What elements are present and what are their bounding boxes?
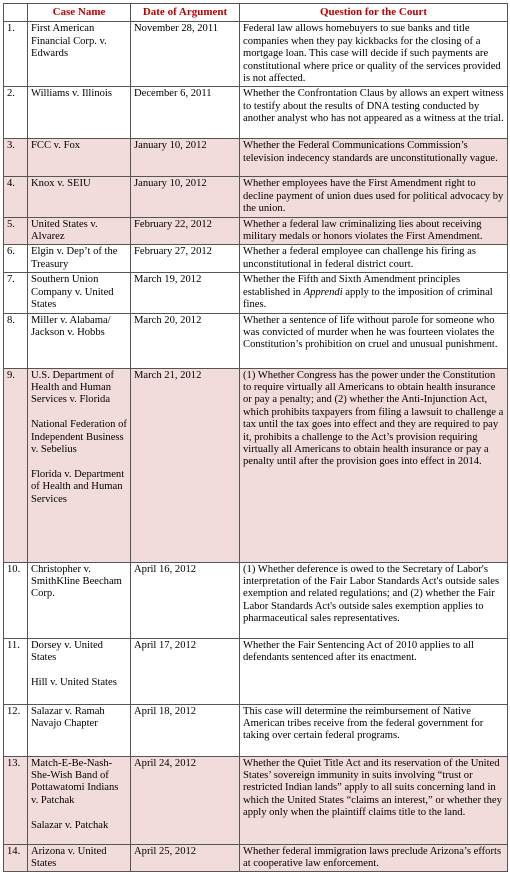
- table-row: [4, 273, 508, 313]
- question-text: Whether the Fifth and Sixth Amendment principles established in: [243, 274, 461, 298]
- case-number: 3.: [4, 139, 28, 177]
- case-name-part: Elgin v. Dep’t of the Treasury: [31, 246, 118, 270]
- date-of-argument: April 24, 2012: [131, 756, 240, 844]
- question-text: (1) Whether Congress has the power under the Constitution to require virtually all Americans to obtain health insurance or pay a penalty; and (2) whether the Anti-Injunction Act, which prohibits taxpayers from filing a lawsuit to challenge a tax until the tax goes into effect and they are required to pay it, prohibits a challenge to the Act’s provision requiring virtually all Americans to obtain health insurance or pay a penalty until after the provision goes into effect in 2014.: [243, 369, 504, 468]
- case-number: 14.: [4, 844, 28, 872]
- case-number: 5.: [4, 217, 28, 245]
- case-name-part: Southern Union Company v. United States: [31, 274, 114, 311]
- case-name: [28, 22, 131, 87]
- case-name-part: Florida v. Department of Health and Human Services: [31, 468, 125, 505]
- case-name-part: United States v. Alvarez: [31, 218, 98, 243]
- table-row: [4, 22, 508, 87]
- date-of-argument: November 28, 2011: [131, 22, 240, 87]
- question-for-the-court: [240, 368, 508, 562]
- case-number: 4.: [4, 177, 28, 217]
- question-text: Whether a federal employee can challenge his firing as unconstitutional in federal district court.: [243, 246, 476, 270]
- case-number: 11.: [4, 638, 28, 704]
- question-text: Whether employees have the First Amendment right to decline payment of union dues used for political advocacy by the union.: [243, 178, 504, 215]
- question-text: Whether the Quiet Title Act and its reservation of the United States’ sovereign immunity in suits involving “trust or restricted Indian lands” apply to all suits concerning land in which the United States “claims an interest,” or whether they apply only when the plaintiff claims title to the land.: [243, 757, 502, 819]
- question-text: Federal law allows homebuyers to sue banks and title companies when they pay kickbacks for the closing of a mortgage loan. This case will decide if such payments are constitutional where price or quality of the services provided is not affected.: [243, 23, 501, 85]
- question-for-the-court: [240, 273, 508, 313]
- case-name-part: Arizona v. United States: [31, 845, 107, 869]
- case-number: 2.: [4, 87, 28, 139]
- table-row: [4, 756, 508, 844]
- case-name: [28, 704, 131, 756]
- case-number: 9.: [4, 368, 28, 562]
- supreme-court-cases-table: [3, 3, 508, 872]
- question-for-the-court: [240, 638, 508, 704]
- date-of-argument: February 27, 2012: [131, 245, 240, 273]
- case-name: [28, 139, 131, 177]
- question-text: Whether the Fair Sentencing Act of 2010 applies to all defendants sentenced after its enactment.: [243, 639, 474, 663]
- table-row: [4, 177, 508, 217]
- case-name: [28, 273, 131, 313]
- date-of-argument: April 18, 2012: [131, 704, 240, 756]
- case-name-part: Knox v. SEIU: [31, 178, 91, 190]
- table-row: [4, 844, 508, 872]
- case-name: [28, 217, 131, 245]
- case-name-part: National Federation of Independent Business v. Sebelius: [31, 419, 127, 455]
- case-name: [28, 756, 131, 844]
- question-text: Whether the Confrontation Claus by allows an expert witness to testify about the results of DNA testing conducted by another analyst who has not appeared as a witness at the trial.: [243, 88, 504, 125]
- date-of-argument: January 10, 2012: [131, 139, 240, 177]
- question-text: Apprendi: [303, 286, 343, 298]
- date-of-argument: April 25, 2012: [131, 844, 240, 872]
- header-case-name: Case Name: [28, 4, 131, 22]
- date-of-argument: March 21, 2012: [131, 368, 240, 562]
- case-number: 1.: [4, 22, 28, 87]
- table-row: [4, 313, 508, 368]
- header-question-for-the-court: Question for the Court: [240, 4, 508, 22]
- case-name-part: FCC v. Fox: [31, 140, 81, 152]
- date-of-argument: April 17, 2012: [131, 638, 240, 704]
- table-row: [4, 704, 508, 756]
- question-text: (1) Whether deference is owed to the Secretary of Labor's interpretation of the Fair Labor Standards Act's outside sales exemption and related regulations; and (2) whether the Fair Labor Standards Act's outside sales exemption applies to pharmaceutical sales representatives.: [243, 563, 500, 625]
- table-row: [4, 245, 508, 273]
- table-row: [4, 368, 508, 562]
- table-row: [4, 562, 508, 638]
- question-for-the-court: [240, 87, 508, 139]
- date-of-argument: February 22, 2012: [131, 217, 240, 245]
- question-for-the-court: [240, 245, 508, 273]
- case-name: [28, 177, 131, 217]
- table-row: [4, 139, 508, 177]
- table-header-row: [4, 4, 508, 22]
- case-name: [28, 562, 131, 638]
- case-number: 12.: [4, 704, 28, 756]
- question-text: Whether federal immigration laws preclude Arizona’s efforts at cooperative law enforcement.: [243, 845, 502, 869]
- case-number: 6.: [4, 245, 28, 273]
- table-row: [4, 217, 508, 245]
- case-number: 13.: [4, 756, 28, 844]
- date-of-argument: January 10, 2012: [131, 177, 240, 217]
- case-name-part: Salazar v. Patchak: [31, 819, 109, 831]
- case-name-part: First American Financial Corp. v. Edwards: [31, 23, 107, 60]
- case-name: [28, 368, 131, 562]
- question-for-the-court: [240, 562, 508, 638]
- case-name-part: U.S. Department of Health and Human Services v. Florida: [31, 369, 114, 406]
- case-name-part: Dorsey v. United States: [31, 639, 103, 663]
- case-number: 10.: [4, 562, 28, 638]
- question-text: Whether a sentence of life without parole for someone who was convicted of murder when he was fourteen violates the Constitution’s prohibition on cruel and unusual punishment.: [243, 314, 498, 351]
- question-text: This case will determine the reimbursement of Native American tribes receive from the federal government for taking over certain federal programs.: [243, 705, 484, 742]
- question-text: Whether a federal law criminalizing lies about receiving military medals or honors violates the First Amendment.: [243, 218, 483, 243]
- question-for-the-court: [240, 177, 508, 217]
- question-text: apply to the imposition of criminal fines.: [243, 286, 493, 311]
- question-for-the-court: [240, 139, 508, 177]
- case-name: [28, 313, 131, 368]
- question-for-the-court: [240, 217, 508, 245]
- case-name: [28, 245, 131, 273]
- table-row: [4, 638, 508, 704]
- question-for-the-court: [240, 22, 508, 87]
- header-number: [4, 4, 28, 22]
- date-of-argument: March 20, 2012: [131, 313, 240, 368]
- case-name: [28, 87, 131, 139]
- case-name-part: Match-E-Be-Nash-She-Wish Band of Pottawatomi Indians v. Patchak: [31, 757, 119, 806]
- case-name: [28, 844, 131, 872]
- case-name-part: Miller v. Alabama/ Jackson v. Hobbs: [31, 314, 111, 338]
- case-name-part: Christopher v. SmithKline Beecham Corp.: [31, 563, 122, 600]
- case-number: 8.: [4, 313, 28, 368]
- question-text: Whether the Federal Communications Commission’s television indecency standards are unconstitutionally vague.: [243, 140, 498, 164]
- case-name-part: Williams v. Illinois: [31, 88, 112, 100]
- date-of-argument: March 19, 2012: [131, 273, 240, 313]
- header-date-of-argument: Date of Argument: [131, 4, 240, 22]
- question-for-the-court: [240, 756, 508, 844]
- date-of-argument: April 16, 2012: [131, 562, 240, 638]
- question-for-the-court: [240, 313, 508, 368]
- case-name: [28, 638, 131, 704]
- case-name-part: Salazar v. Ramah Navajo Chapter: [31, 705, 105, 729]
- question-for-the-court: [240, 844, 508, 872]
- date-of-argument: December 6, 2011: [131, 87, 240, 139]
- case-rows: [4, 22, 508, 872]
- table-row: [4, 87, 508, 139]
- case-name-part: Hill v. United States: [31, 676, 117, 688]
- question-for-the-court: [240, 704, 508, 756]
- case-number: 7.: [4, 273, 28, 313]
